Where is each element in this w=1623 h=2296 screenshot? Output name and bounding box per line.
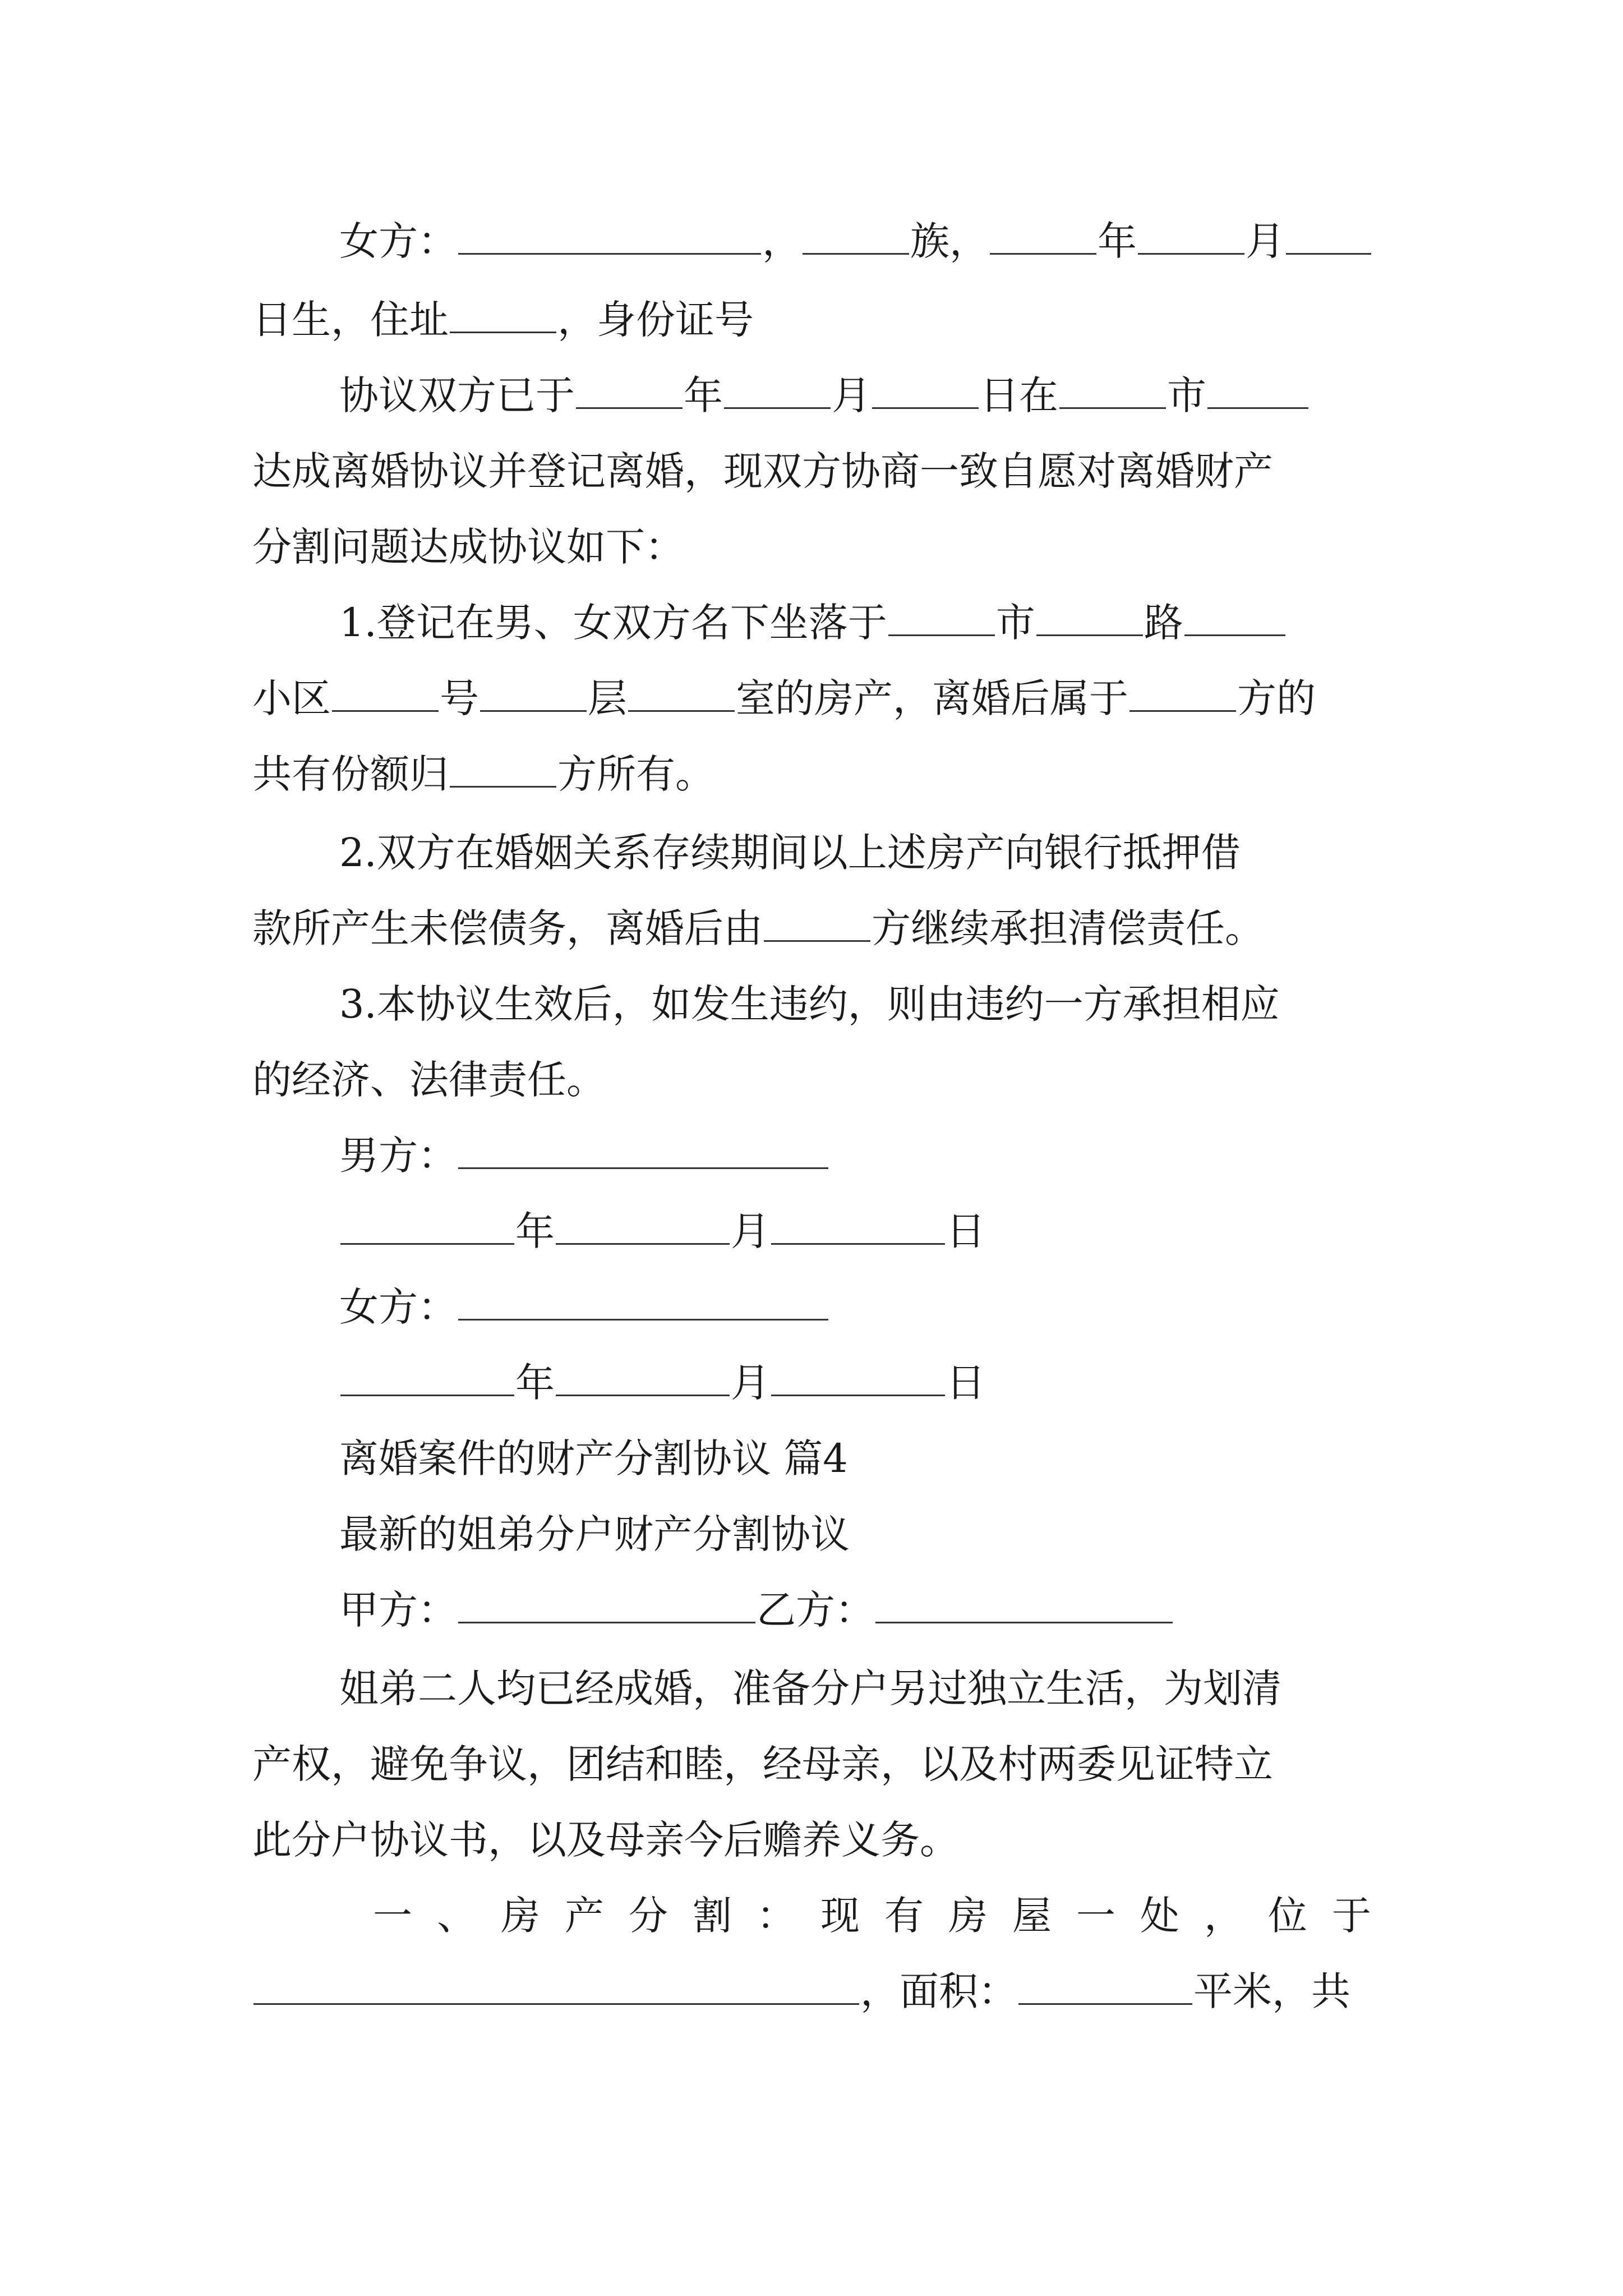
- text-line: [339, 1349, 1371, 1416]
- text-line: [339, 1122, 1371, 1189]
- blank-field: [771, 1361, 945, 1396]
- blank-field: [1036, 601, 1143, 636]
- blank-field: [764, 907, 870, 942]
- blank-field: [458, 1285, 828, 1320]
- text-fragment: 方继续承担清偿责任。: [872, 905, 1264, 951]
- blank-field: [872, 374, 979, 409]
- text-fragment: 1.登记在男、女双方名下坐落于: [339, 600, 887, 646]
- text-line: [339, 1198, 1371, 1265]
- label-party-a: 甲方：: [339, 1587, 457, 1633]
- char: 一: [1076, 1893, 1115, 1939]
- text-fragment: 日生，住址: [252, 297, 449, 343]
- blank-field: [1184, 601, 1285, 636]
- blank-field: [771, 1209, 945, 1245]
- text-line: 姐弟二人均已经成婚，准备分户另过独立生活，为划清: [339, 1665, 1281, 1711]
- text-fragment: ，面积：: [860, 1968, 1017, 2014]
- text-line: [252, 740, 1371, 808]
- text-line: [339, 208, 1371, 275]
- text-line: [252, 895, 1371, 962]
- text-fragment: 路: [1144, 600, 1183, 646]
- text-fragment: 款所产生未偿债务，离婚后由: [252, 905, 763, 951]
- blank-field: [458, 219, 761, 255]
- label-female-party: 女方：: [339, 218, 457, 264]
- blank-field: [803, 219, 909, 255]
- blank-field: [1286, 219, 1371, 255]
- blank-field: [458, 1588, 755, 1623]
- char: 割: [693, 1893, 732, 1939]
- text-fragment: 室的房产，离婚后属于: [736, 675, 1128, 721]
- blank-field: [875, 1588, 1173, 1623]
- blank-field: [480, 677, 587, 712]
- label-male-party: 男方：: [339, 1133, 457, 1179]
- text-line: 的经济、法律责任。: [252, 1057, 606, 1103]
- text-line: 2.双方在婚姻关系存续期间以上述房产向银行抵押借: [339, 830, 1241, 876]
- text-fragment: 月: [1246, 218, 1285, 264]
- text-fragment: 号: [440, 675, 479, 721]
- text-fragment: 方的: [1237, 675, 1316, 721]
- blank-field: [450, 752, 556, 788]
- text-line: 3.本协议生效后，如发生违约，则由违约一方承担相应: [339, 981, 1280, 1027]
- text-fragment: 小区: [252, 675, 331, 721]
- text-fragment: 族，: [910, 218, 989, 264]
- text-fragment: 协议双方已于: [339, 372, 575, 418]
- blank-field: [628, 677, 735, 712]
- blank-field: [990, 219, 1096, 255]
- text-line: [339, 1273, 1371, 1341]
- text-fragment: 月: [832, 372, 871, 418]
- char: 一: [373, 1893, 412, 1939]
- text-fragment: 月: [731, 1208, 770, 1254]
- char: 处: [1140, 1893, 1179, 1939]
- blank-field: [556, 1361, 730, 1396]
- text-line: [339, 589, 1371, 656]
- text-fragment: 月: [731, 1360, 770, 1406]
- text-line: [252, 665, 1371, 732]
- text-line: 产权，避免争议，团结和睦，经母亲，以及村两委见证特立: [252, 1741, 1273, 1787]
- char: 屋: [1012, 1893, 1052, 1939]
- label-party-b: 乙方：: [757, 1587, 874, 1633]
- char: ：: [757, 1893, 796, 1939]
- text-fragment: 市: [1167, 372, 1206, 418]
- text-fragment: 年: [515, 1208, 555, 1254]
- blank-field: [340, 1209, 514, 1245]
- char: 位: [1268, 1893, 1307, 1939]
- blank-field: [1207, 374, 1308, 409]
- blank-field: [1129, 677, 1236, 712]
- text-line: [339, 362, 1371, 429]
- blank-field: [253, 1970, 859, 2005]
- char: 房: [501, 1893, 540, 1939]
- char: 产: [565, 1893, 604, 1939]
- blank-field: [458, 1134, 828, 1169]
- blank-field: [724, 374, 831, 409]
- section-heading: 离婚案件的财产分割协议 篇4: [339, 1435, 848, 1481]
- text-fragment: 年: [1098, 218, 1137, 264]
- text-fragment: 共有份额归: [252, 751, 449, 797]
- char: 、: [437, 1893, 476, 1939]
- label-female-party: 女方：: [339, 1284, 457, 1330]
- blank-field: [340, 1361, 514, 1396]
- text-fragment: 日: [946, 1208, 985, 1254]
- blank-field: [1018, 1970, 1192, 2005]
- text-fragment: 层: [588, 675, 627, 721]
- document-title: 最新的姐弟分户财产分割协议: [339, 1511, 850, 1557]
- text-line: 此分户协议书，以及母亲今后赡养义务。: [252, 1817, 959, 1863]
- blank-field: [1059, 374, 1166, 409]
- blank-field: [888, 601, 995, 636]
- blank-field: [1138, 219, 1244, 255]
- char: 有: [884, 1893, 924, 1939]
- blank-field: [576, 374, 683, 409]
- text-line: 分割问题达成协议如下：: [252, 524, 684, 570]
- text-fragment: 日在: [980, 372, 1058, 418]
- text-fragment: 平米，共: [1193, 1968, 1350, 2014]
- text-fragment: ，: [762, 218, 801, 264]
- char: 现: [820, 1893, 860, 1939]
- text-fragment: 方所有。: [557, 751, 714, 797]
- blank-field: [332, 677, 439, 712]
- text-line: [339, 1576, 1371, 1644]
- char: 房: [948, 1893, 988, 1939]
- char: ，: [1204, 1893, 1243, 1939]
- blank-field: [556, 1209, 730, 1245]
- text-fragment: 年: [515, 1360, 555, 1406]
- char: 分: [629, 1893, 668, 1939]
- blank-field: [450, 298, 556, 333]
- text-line: [252, 1958, 1371, 2025]
- text-fragment: 年: [684, 372, 723, 418]
- text-fragment: 市: [995, 600, 1035, 646]
- text-line: [373, 1882, 1371, 1949]
- text-fragment: ，身份证号: [557, 297, 754, 343]
- char: 于: [1332, 1893, 1371, 1939]
- text-fragment: 日: [946, 1360, 985, 1406]
- text-line: 达成离婚协议并登记离婚，现双方协商一致自愿对离婚财产: [252, 448, 1273, 494]
- text-line: [252, 286, 1371, 353]
